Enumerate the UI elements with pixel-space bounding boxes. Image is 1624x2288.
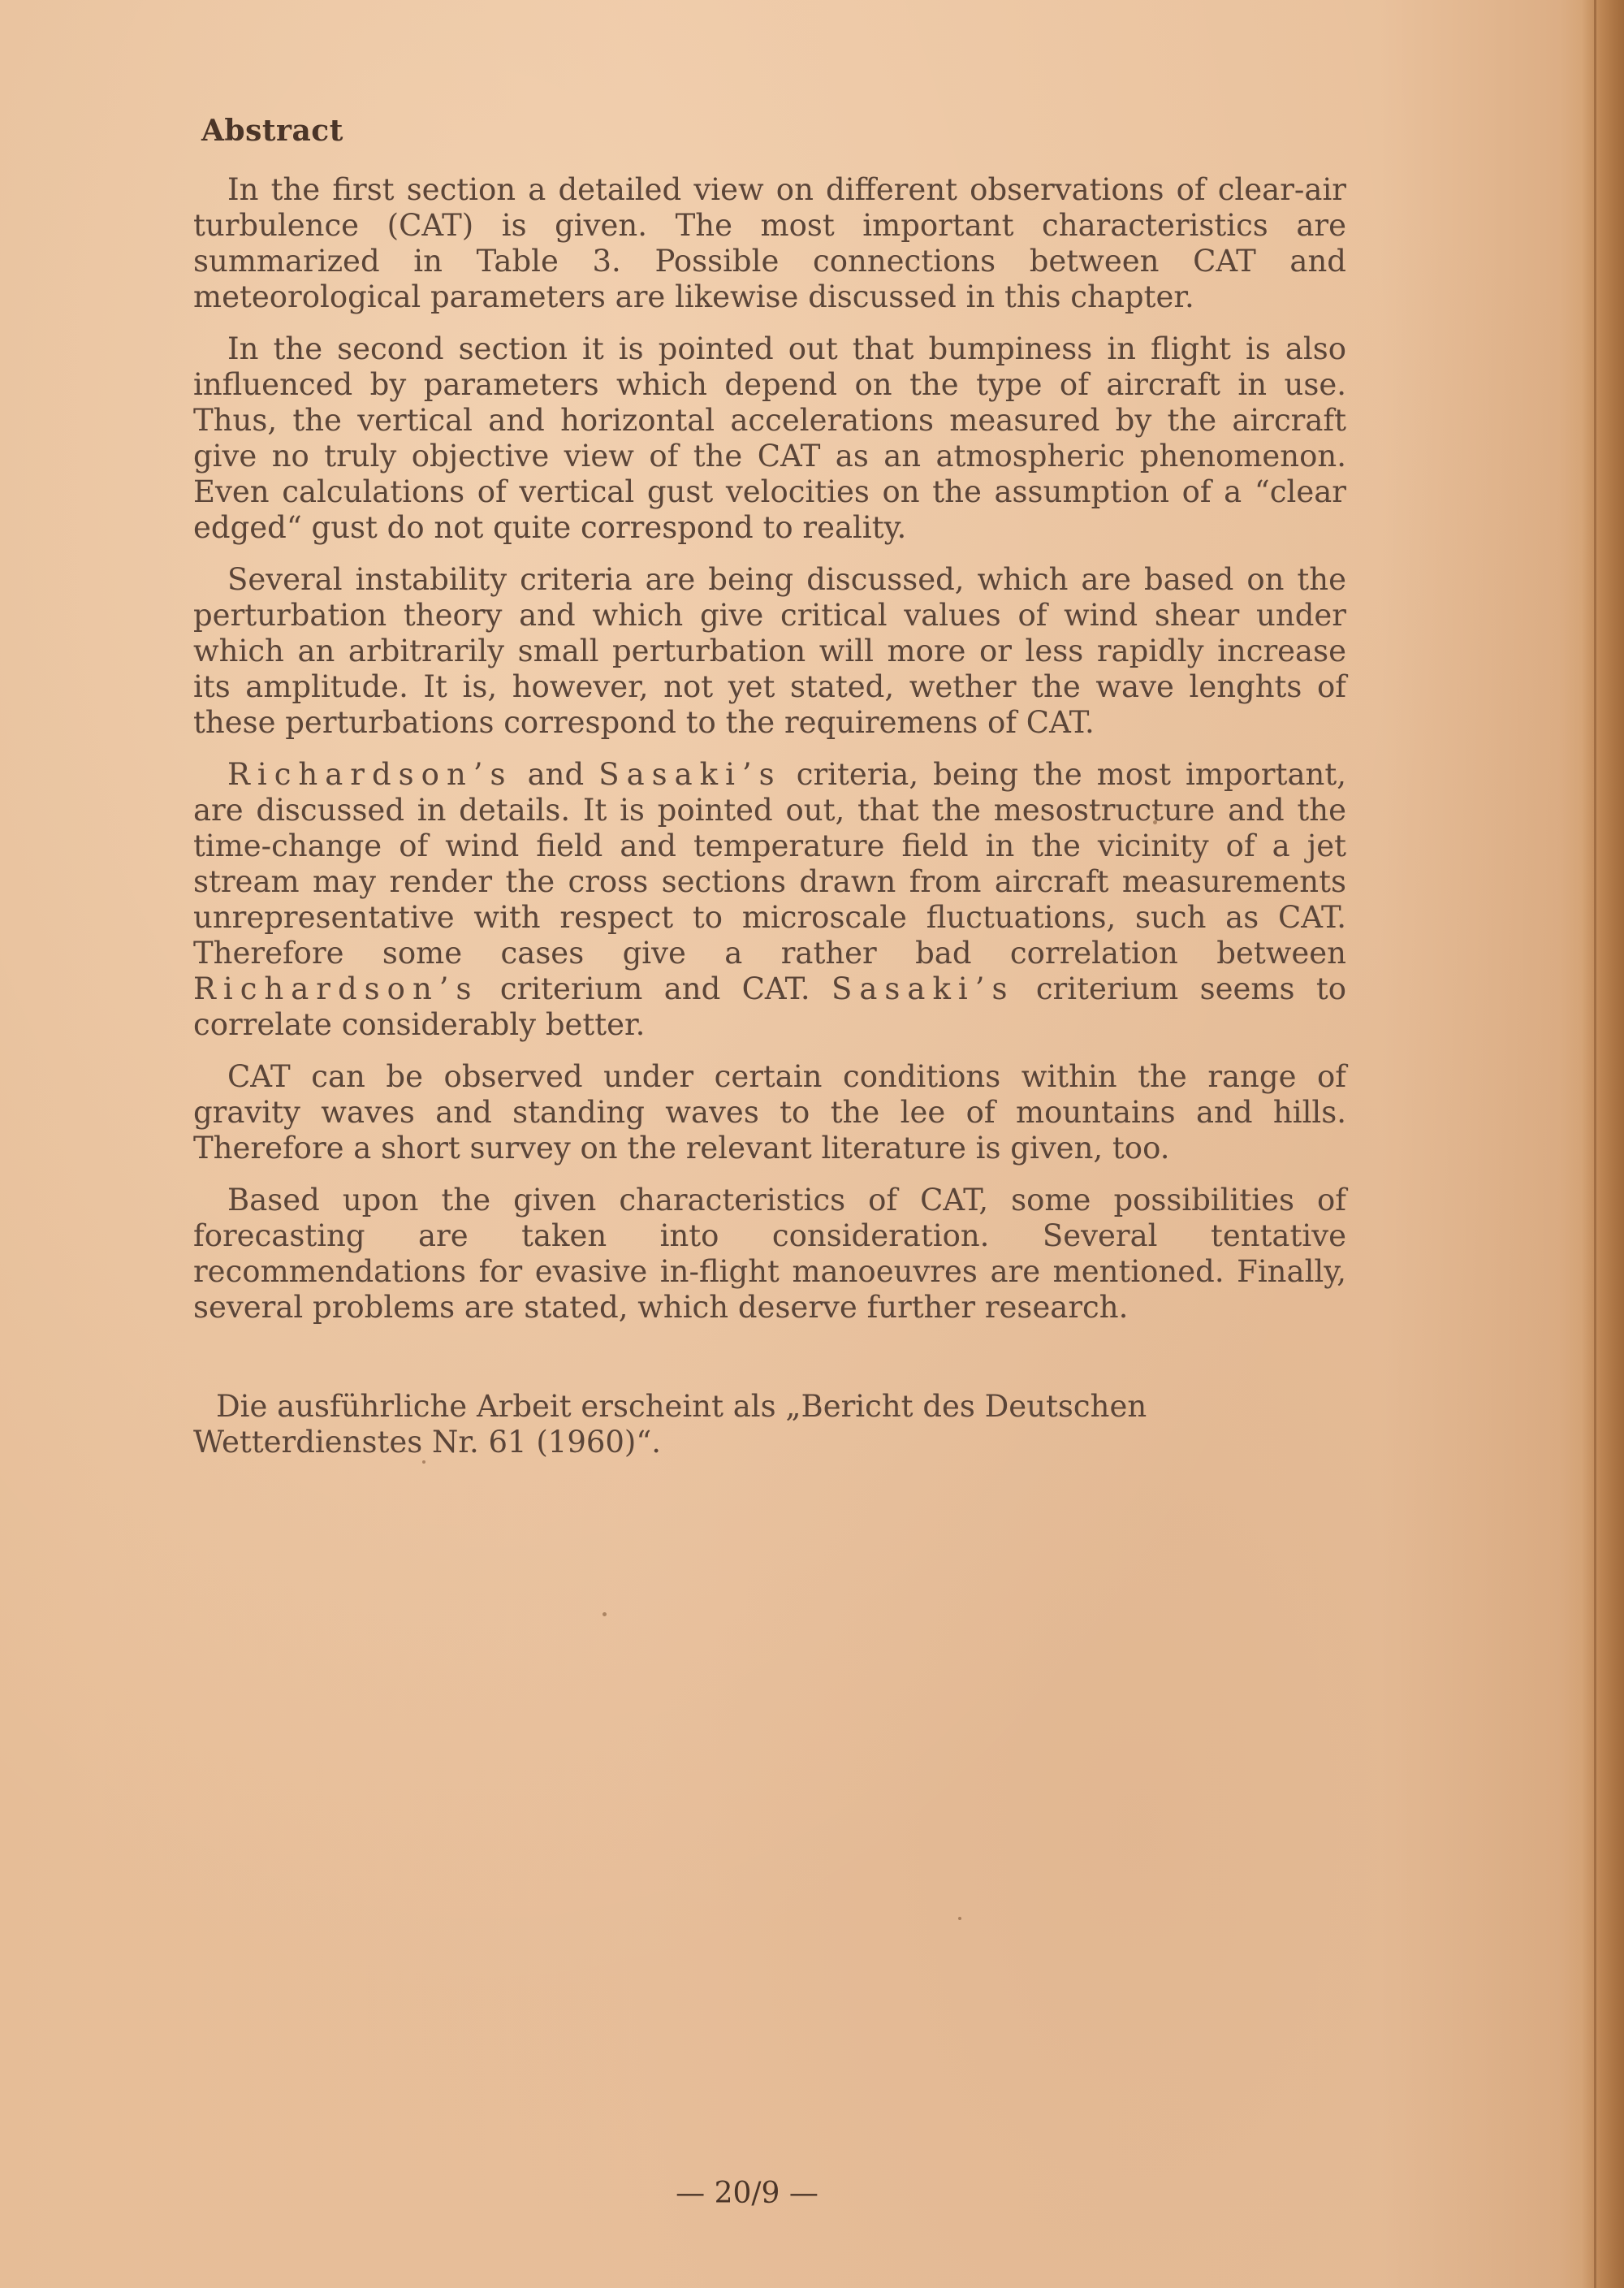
- paragraph-bumpiness: In the second section it is pointed out that bumpiness in flight is also influenced by parameters which depend on the type of aircraft in use. Thus, the vertical and horizontal accelerations measured by the aircraft give no truly objective view of the CAT as an atmospheric phenomenon. Even calculations of vertical gust velocities on the assumption of a “clear edged“ gust do not quite correspond to reality.: [193, 331, 1346, 545]
- author-name-sasaki: Sasaki’s: [598, 757, 782, 792]
- paragraph-text-segment: criteria, being the most important, are discussed in details. It is pointed out, that the mesostructure and the time-change of wind field and temperature field in the vicinity of a jet stream may render the cross sections drawn from aircraft measurements unrepresentative with respect to microscale fluctuations, such as CAT. Therefore some cases give a rather bad correlation between: [193, 757, 1346, 971]
- abstract-section: [193, 114, 1346, 1460]
- paragraph-text-segment: criterium and CAT.: [478, 971, 831, 1006]
- abstract-heading: Abstract: [201, 114, 343, 148]
- paragraph-text-segment: and: [512, 757, 599, 792]
- paragraph-observations: In the first section a detailed view on different observations of clear-air turbulence (CAT) is given. The most important characteristics are summarized in Table 3. Possible connections between CAT and meteorological parameters are likewise discussed in this chapter.: [193, 172, 1346, 314]
- paper-speck: [422, 1460, 425, 1464]
- paragraph-instability-criteria: Several instability criteria are being discussed, which are based on the perturbation theory and which give critical values of wind shear under which an arbitrarily small perturbation will more or less rapidly increase its amplitude. It is, however, not yet stated, wether the wave lenghts of these perturbations correspond to the requiremens of CAT.: [193, 562, 1346, 740]
- paragraph-gravity-waves: CAT can be observed under certain conditions within the range of gravity waves and standing waves to the lee of mountains and hills. Therefore a short survey on the relevant literature is given, too.: [193, 1059, 1346, 1166]
- paragraph-text-segment: criterium seems to correlate considerably better.: [193, 971, 1346, 1042]
- page-edge-shadow: [1582, 0, 1624, 2288]
- paragraph-richardson-sasaki: [193, 757, 1346, 1043]
- author-name-richardson: Richardson’s: [193, 971, 479, 1006]
- paper-speck: [603, 1612, 607, 1616]
- author-name-sasaki: Sasaki’s: [831, 971, 1015, 1006]
- paragraph-forecasting: Based upon the given characteristics of CAT, some possibilities of forecasting are taken into consideration. Several tentative recommendations for evasive in-flight manoeuvres are mentioned. Finally, several problems are stated, which deserve further research.: [193, 1183, 1346, 1325]
- publication-note: Die ausführliche Arbeit erscheint als „Bericht des Deutschen Wetterdienstes Nr. 61 (1960)“.: [193, 1389, 1147, 1460]
- author-name-richardson: Richardson’s: [227, 757, 513, 792]
- page-number: — 20/9 —: [676, 2177, 818, 2210]
- page-edge-line: [1594, 0, 1596, 2288]
- paper-speck: [958, 1917, 961, 1920]
